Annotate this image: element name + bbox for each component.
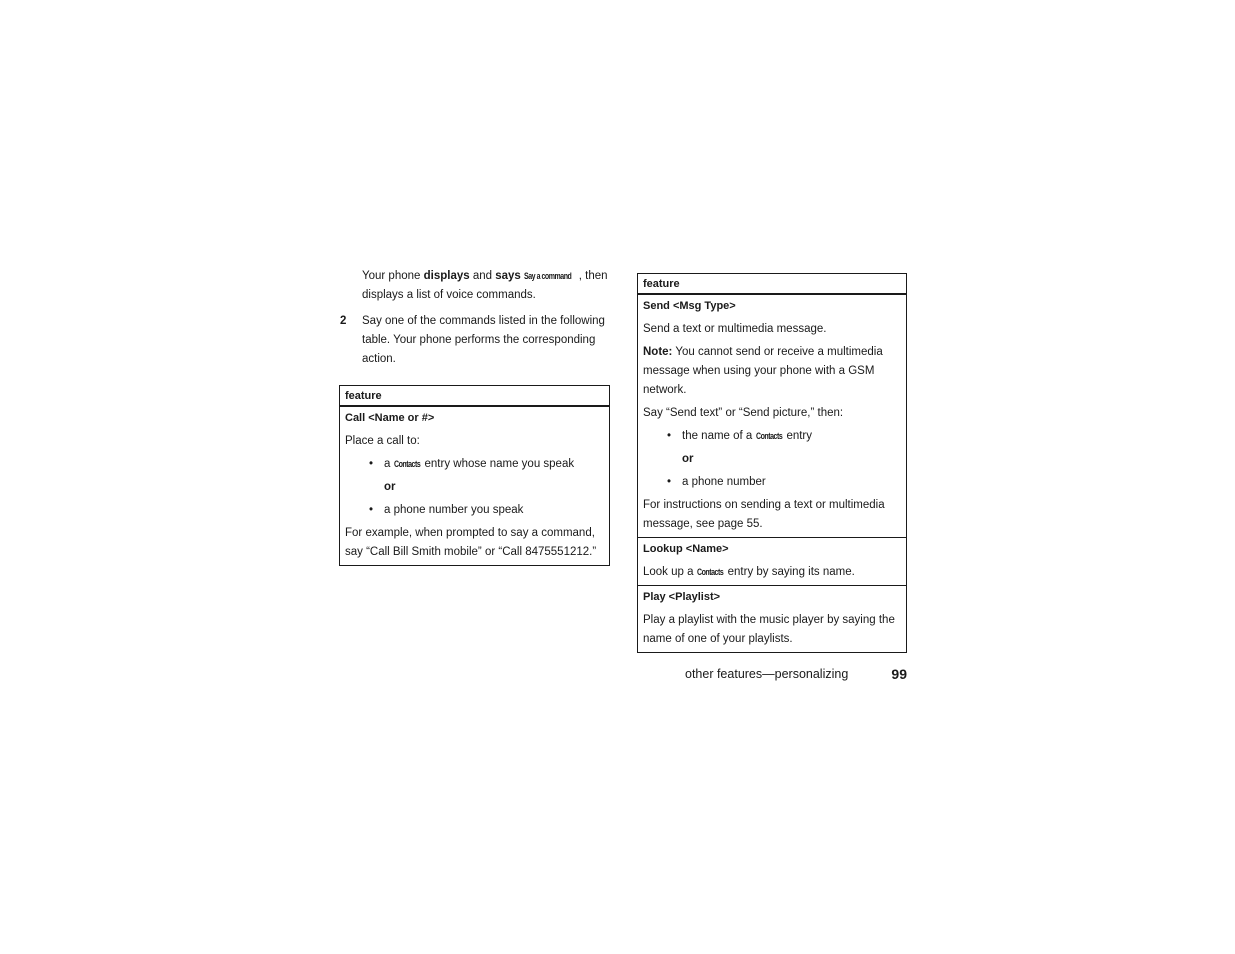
bullet-text: the name of a [682,430,756,442]
section-title: other features—personalizing [685,667,849,681]
or-label: or [384,481,396,493]
bullet-text: entry [783,430,813,442]
call-line: Place a call to: [345,435,420,447]
list-item [643,473,901,492]
list-item [345,455,604,474]
bullet-icon: • [369,458,374,470]
lookup-text-pre: Look up a [643,566,697,578]
intro-text-3: , then displays a list of voice commands. [362,270,608,301]
bullet-icon: • [369,504,374,516]
intro-displays: displays [423,270,470,282]
intro-says: says [495,270,521,282]
intro-text-1: Your phone [362,270,424,282]
send-say-line: Say “Send text” or “Send picture,” then: [643,407,844,419]
send-instructions: For instructions on sending a text or multimedia message, see page 55. [643,499,885,530]
row-title-send: Send <Msg Type> [643,300,736,312]
feature-table-right [637,273,907,653]
table-row-lookup [638,537,906,585]
table-row-play [638,585,906,652]
intro-text-2: and [469,270,496,282]
row-title-lookup: Lookup <Name> [643,543,729,555]
intro-paragraph [362,267,612,305]
note-text: You cannot send or receive a multimedia message when using your phone with a GSM network. [643,346,883,396]
row-title-call: Call <Name or #> [345,412,435,424]
bullet-text: entry whose name you speak [421,458,575,470]
step-text: Say one of the commands listed in the following table. Your phone performs the corresponding action. [362,315,605,365]
contacts-label: Contacts [696,567,724,577]
intro-say-command: Say a command [524,271,572,281]
contacts-label: Contacts [755,431,782,441]
page-number: 99 [891,666,907,682]
bullet-text: a phone number you speak [384,504,524,516]
bullet-icon: • [667,476,672,488]
bullet-icon: • [667,430,672,442]
table-row-call [340,407,609,565]
list-item [643,427,901,446]
list-item [345,501,604,520]
note-label: Note: [643,346,673,358]
lookup-text-post: entry by saying its name. [724,566,855,578]
play-text: Play a playlist with the music player by saying the name of one of your playlists. [643,614,895,645]
send-note [643,343,901,400]
step-number: 2 [340,315,347,327]
step-2 [340,312,612,369]
contacts-label: Contacts [393,459,420,469]
call-example: For example, when prompted to say a command, say “Call Bill Smith mobile” or “Call 8475551212.” [345,527,597,558]
row-title-play: Play <Playlist> [643,591,721,603]
table-row-send [638,295,906,537]
bullet-text: a phone number [682,476,766,488]
table-header: feature [340,386,609,407]
or-label: or [682,453,694,465]
send-line: Send a text or multimedia message. [643,323,827,335]
lookup-text [643,563,901,582]
table-header: feature [638,274,906,295]
feature-table-left [339,385,610,566]
bullet-text: a [384,458,394,470]
